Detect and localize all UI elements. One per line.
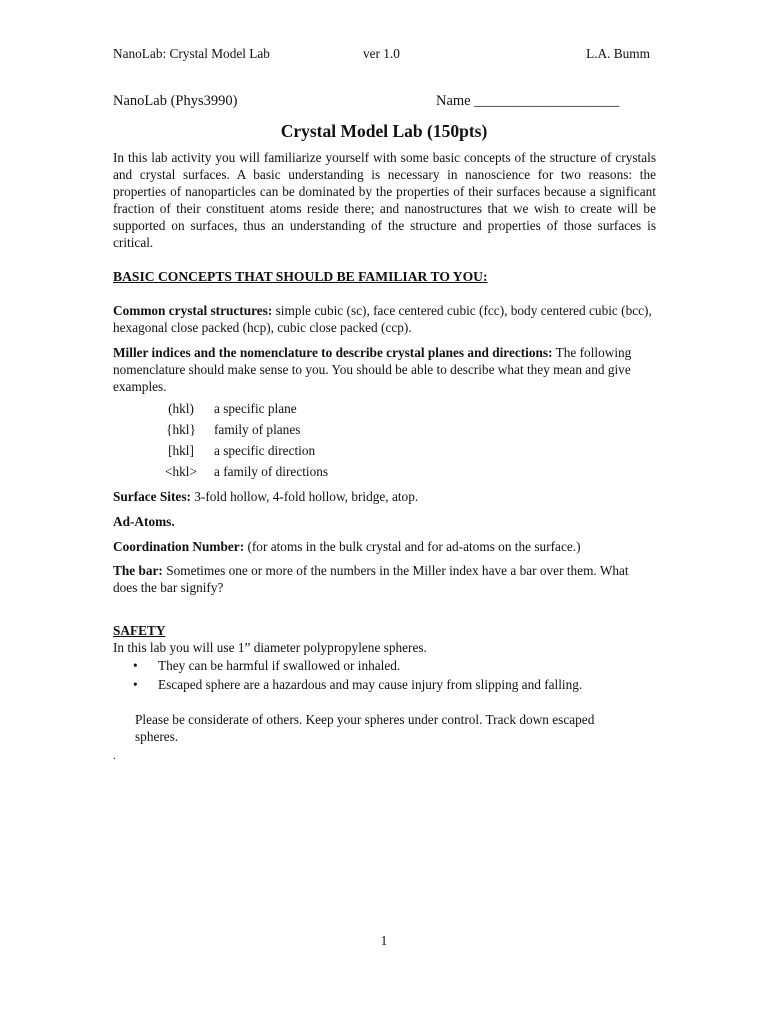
- header-author: L.A. Bumm: [586, 46, 650, 61]
- miller-symbol: <hkl>: [165, 464, 197, 479]
- miller-symbol: (hkl): [168, 401, 194, 416]
- miller-row: [113, 463, 413, 484]
- surface-sites-paragraph: [113, 488, 656, 505]
- miller-notation-list: [113, 400, 413, 484]
- list-item: [113, 676, 673, 695]
- basic-concepts-heading: BASIC CONCEPTS THAT SHOULD BE FAMILIAR TO YOU:: [113, 269, 488, 284]
- miller-indices-text: The following nomenclature should make sense to you. You should be able to describe what they mean and give examples.: [113, 345, 632, 394]
- name-field: Name ____________________: [436, 93, 620, 109]
- bar-paragraph: [113, 562, 656, 596]
- header-version: ver 1.0: [363, 46, 400, 61]
- miller-description: a specific direction: [214, 443, 316, 458]
- bar-text: Sometimes one or more of the numbers in the Miller index have a bar over them. What does the bar signify?: [113, 563, 629, 595]
- surface-sites-label: Surface Sites:: [113, 489, 191, 504]
- safety-bullet-list: [113, 657, 673, 695]
- bar-label: The bar:: [113, 563, 163, 578]
- coordination-number-paragraph: [113, 538, 656, 555]
- stray-period: .: [113, 750, 116, 762]
- miller-symbol: {hkl}: [166, 422, 196, 437]
- bullet-text: Escaped sphere are a hazardous and may cause injury from slipping and falling.: [158, 677, 583, 692]
- ad-atoms-paragraph: [113, 513, 656, 530]
- miller-description: a family of directions: [214, 464, 329, 479]
- crystal-structures-text: simple cubic (sc), face centered cubic (fcc), body centered cubic (bcc), hexagonal close packed (hcp), cubic close packed (ccp).: [113, 303, 652, 335]
- miller-indices-paragraph: [113, 344, 656, 395]
- page-number: 1: [380, 933, 388, 948]
- list-item: [113, 657, 673, 676]
- safety-intro: In this lab you will use 1” diameter polypropylene spheres.: [113, 640, 427, 655]
- bullet-icon: •: [133, 677, 138, 692]
- miller-symbol: [hkl]: [168, 443, 194, 458]
- course-label: NanoLab (Phys3990): [113, 93, 238, 109]
- coordination-number-text: (for atoms in the bulk crystal and for ad-atoms on the surface.): [244, 539, 581, 554]
- intro-paragraph: In this lab activity you will familiarize yourself with some basic concepts of the structure of crystals and crystal surfaces. A basic understanding is necessary in nanoscience for two reasons: the properties of nanoparticles can be dominated by the properties of their surfaces because a significant fraction of their constituent atoms reside there; and nanostructures that we wish to create will be supported on surfaces, thus an understanding of the structure and properties of those surfaces is critical.: [113, 150, 656, 250]
- course-line: [113, 93, 654, 111]
- miller-description: family of planes: [214, 422, 301, 437]
- ad-atoms-label: Ad-Atoms.: [113, 514, 175, 529]
- bullet-text: They can be harmful if swallowed or inhaled.: [158, 658, 401, 673]
- header-left: NanoLab: Crystal Model Lab: [113, 46, 270, 61]
- miller-description: a specific plane: [214, 401, 297, 416]
- miller-indices-label: Miller indices and the nomenclature to describe crystal planes and directions:: [113, 345, 553, 360]
- safety-heading: SAFETY: [113, 623, 166, 638]
- miller-row: [113, 421, 413, 442]
- page-header: [113, 45, 654, 62]
- miller-row: [113, 442, 413, 463]
- surface-sites-text: 3-fold hollow, 4-fold hollow, bridge, atop.: [190, 489, 419, 504]
- coordination-number-label: Coordination Number:: [113, 539, 245, 554]
- crystal-structures-label: Common crystal structures:: [113, 303, 273, 318]
- document-title: Crystal Model Lab (150pts): [280, 121, 488, 141]
- crystal-structures-paragraph: [113, 302, 656, 336]
- bullet-icon: •: [133, 658, 138, 673]
- miller-row: [113, 400, 413, 421]
- safety-note: Please be considerate of others. Keep your spheres under control. Track down escaped spheres.: [135, 712, 595, 744]
